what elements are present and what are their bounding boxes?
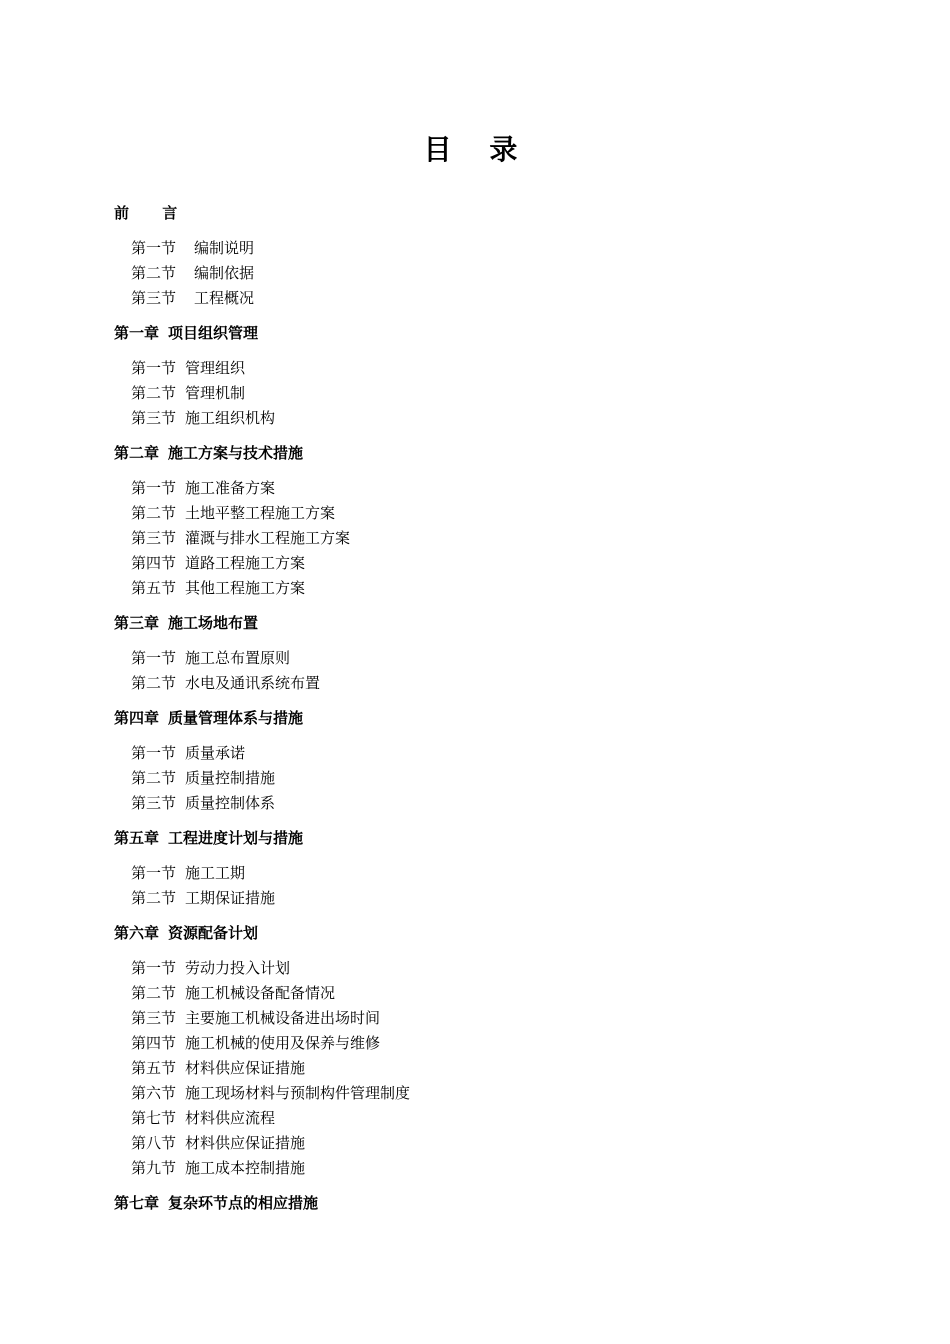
toc-section-item[interactable]	[131, 1156, 874, 1181]
chapter-heading[interactable]	[114, 612, 874, 635]
section-number: 第一节	[131, 239, 177, 257]
section-number: 第二节	[131, 384, 177, 402]
toc-section-item[interactable]	[131, 1106, 874, 1131]
chapter-title: 资源配备计划	[168, 924, 259, 942]
toc-preface	[114, 202, 874, 311]
chapter-number: 第一章	[114, 324, 160, 342]
section-list	[114, 476, 874, 601]
section-number: 第六节	[131, 1084, 177, 1102]
section-title: 工期保证措施	[185, 889, 276, 907]
section-number: 第三节	[131, 794, 177, 812]
toc-chapter	[114, 322, 874, 431]
section-number: 第二节	[131, 264, 177, 282]
section-title: 施工现场材料与预制构件管理制度	[185, 1084, 411, 1102]
chapter-title: 工程进度计划与措施	[168, 829, 304, 847]
section-number: 第八节	[131, 1134, 177, 1152]
toc-section-item[interactable]	[131, 1006, 874, 1031]
section-number: 第二节	[131, 504, 177, 522]
section-number: 第四节	[131, 1034, 177, 1052]
section-number: 第二节	[131, 889, 177, 907]
chapter-heading[interactable]	[114, 442, 874, 465]
section-list	[114, 861, 874, 911]
section-number: 第一节	[131, 649, 177, 667]
chapter-number: 第三章	[114, 614, 160, 632]
toc-section-item[interactable]	[131, 646, 874, 671]
section-number: 第一节	[131, 479, 177, 497]
chapter-title: 施工场地布置	[168, 614, 259, 632]
toc-section-item[interactable]	[131, 261, 874, 286]
toc-section-item[interactable]	[131, 766, 874, 791]
section-title: 其他工程施工方案	[185, 579, 306, 597]
section-number: 第一节	[131, 359, 177, 377]
toc-section-item[interactable]	[131, 1031, 874, 1056]
section-list	[114, 956, 874, 1181]
section-title: 编制依据	[194, 264, 255, 282]
toc-section-item[interactable]	[131, 861, 874, 886]
section-title: 施工准备方案	[185, 479, 276, 497]
chapter-title: 项目组织管理	[168, 324, 259, 342]
section-number: 第七节	[131, 1109, 177, 1127]
toc-section-item[interactable]	[131, 741, 874, 766]
toc-section-item[interactable]	[131, 1081, 874, 1106]
section-title: 施工成本控制措施	[185, 1159, 306, 1177]
table-of-contents	[114, 202, 874, 1215]
toc-section-item[interactable]	[131, 526, 874, 551]
chapter-number: 第二章	[114, 444, 160, 462]
section-number: 第三节	[131, 409, 177, 427]
section-title: 材料供应保证措施	[185, 1059, 306, 1077]
chapter-title: 质量管理体系与措施	[168, 709, 304, 727]
toc-section-item[interactable]	[131, 286, 874, 311]
chapter-number: 第六章	[114, 924, 160, 942]
section-title: 土地平整工程施工方案	[185, 504, 336, 522]
section-title: 劳动力投入计划	[185, 959, 291, 977]
section-title: 材料供应流程	[185, 1109, 276, 1127]
section-title: 管理机制	[185, 384, 246, 402]
toc-chapter	[114, 827, 874, 911]
section-title: 水电及通讯系统布置	[185, 674, 321, 692]
chapter-title: 施工方案与技术措施	[168, 444, 304, 462]
chapter-heading[interactable]	[114, 322, 874, 345]
chapter-heading[interactable]	[114, 202, 874, 225]
section-number: 第五节	[131, 1059, 177, 1077]
section-number: 第二节	[131, 769, 177, 787]
section-number: 第九节	[131, 1159, 177, 1177]
toc-section-item[interactable]	[131, 956, 874, 981]
chapter-heading[interactable]	[114, 827, 874, 850]
toc-section-item[interactable]	[131, 406, 874, 431]
section-title: 施工总布置原则	[185, 649, 291, 667]
chapter-number: 第四章	[114, 709, 160, 727]
toc-chapter	[114, 922, 874, 1181]
section-title: 管理组织	[185, 359, 246, 377]
toc-section-item[interactable]	[131, 576, 874, 601]
toc-section-item[interactable]	[131, 1056, 874, 1081]
section-title: 主要施工机械设备进出场时间	[185, 1009, 381, 1027]
section-list	[114, 356, 874, 431]
section-number: 第二节	[131, 674, 177, 692]
toc-chapter	[114, 612, 874, 696]
toc-section-item[interactable]	[131, 791, 874, 816]
section-number: 第二节	[131, 984, 177, 1002]
section-title: 道路工程施工方案	[185, 554, 306, 572]
toc-chapter	[114, 1192, 874, 1215]
toc-section-item[interactable]	[131, 476, 874, 501]
section-number: 第一节	[131, 864, 177, 882]
section-title: 材料供应保证措施	[185, 1134, 306, 1152]
toc-section-item[interactable]	[131, 356, 874, 381]
chapter-heading[interactable]	[114, 1192, 874, 1215]
section-number: 第一节	[131, 959, 177, 977]
chapter-title: 前 言	[114, 204, 192, 222]
section-number: 第一节	[131, 744, 177, 762]
toc-section-item[interactable]	[131, 551, 874, 576]
section-list	[114, 741, 874, 816]
section-number: 第四节	[131, 554, 177, 572]
section-title: 质量承诺	[185, 744, 246, 762]
section-title: 灌溉与排水工程施工方案	[185, 529, 351, 547]
toc-chapter	[114, 442, 874, 601]
toc-section-item[interactable]	[131, 501, 874, 526]
section-number: 第三节	[131, 529, 177, 547]
page-title: 目 录	[423, 133, 532, 166]
section-number: 第三节	[131, 1009, 177, 1027]
toc-section-item[interactable]	[131, 1131, 874, 1156]
section-number: 第五节	[131, 579, 177, 597]
chapter-heading[interactable]	[114, 707, 874, 730]
toc-section-item[interactable]	[131, 236, 874, 261]
chapter-number: 第七章	[114, 1194, 160, 1212]
section-title: 施工机械设备配备情况	[185, 984, 336, 1002]
section-title: 施工机械的使用及保养与维修	[185, 1034, 381, 1052]
chapter-number: 第五章	[114, 829, 160, 847]
section-title: 质量控制措施	[185, 769, 276, 787]
section-title: 工程概况	[194, 289, 255, 307]
section-title: 施工组织机构	[185, 409, 276, 427]
toc-section-item[interactable]	[131, 381, 874, 406]
toc-section-item[interactable]	[131, 981, 874, 1006]
section-title: 编制说明	[194, 239, 255, 257]
toc-section-item[interactable]	[131, 671, 874, 696]
chapter-heading[interactable]	[114, 922, 874, 945]
chapter-title: 复杂环节点的相应措施	[168, 1194, 319, 1212]
toc-chapter	[114, 707, 874, 816]
section-list	[114, 646, 874, 696]
section-number: 第三节	[131, 289, 177, 307]
section-title: 质量控制体系	[185, 794, 276, 812]
toc-section-item[interactable]	[131, 886, 874, 911]
section-title: 施工工期	[185, 864, 246, 882]
section-list	[114, 236, 874, 311]
